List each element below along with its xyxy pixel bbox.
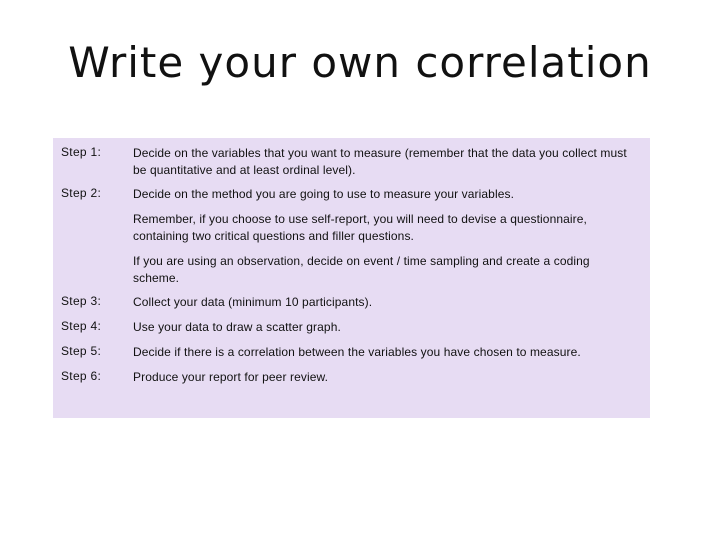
- step-paragraph: Use your data to draw a scatter graph.: [133, 320, 341, 334]
- steps-panel: [53, 138, 650, 418]
- step-label: Step 2:: [61, 186, 102, 200]
- step-text: [133, 344, 638, 361]
- step-label: Step 4:: [61, 319, 102, 333]
- step-paragraph: Decide on the method you are going to use to measure your variables.: [133, 187, 515, 201]
- step-label: Step 1:: [61, 145, 102, 159]
- step-paragraph: Decide on the variables that you want to measure (remember that the data you collect must be quantitative and at least ordinal level).: [133, 146, 627, 177]
- step-paragraph: If you are using an observation, decide on event / time sampling and create a coding scheme.: [133, 254, 590, 285]
- step-paragraph: Decide if there is a correlation between the variables you have chosen to measure.: [133, 345, 581, 359]
- step-text: [133, 319, 638, 336]
- step-text: [133, 186, 638, 287]
- step-text: [133, 145, 638, 179]
- step-label: Step 5:: [61, 344, 102, 358]
- step-paragraph: Collect your data (minimum 10 participants).: [133, 295, 373, 309]
- step-paragraph: Remember, if you choose to use self-report, you will need to devise a questionnaire, containing two critical questions and filler questions.: [133, 212, 587, 243]
- step-label: Step 3:: [61, 294, 102, 308]
- step-text: [133, 294, 638, 311]
- step-paragraph: Produce your report for peer review.: [133, 370, 329, 384]
- step-label: Step 6:: [61, 369, 102, 383]
- step-text: [133, 369, 638, 386]
- slide-title: Write your own correlation: [68, 38, 652, 87]
